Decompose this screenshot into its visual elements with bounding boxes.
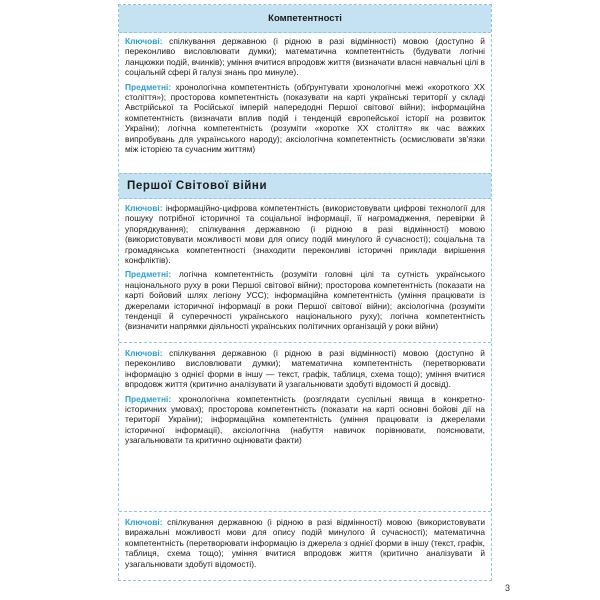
table-header xyxy=(119,5,491,33)
key-competencies xyxy=(125,517,485,569)
key-text: спілкування державною (і рідною в разі відмінності) мовою (доступно й переконливо висловлювати думки); математична компетентність (перетворювати інформацію з однієї форми в іншу — текст, графік, таблиця, схема тощо); уміння вчитися впродовж життя (критично аналізувати й узагальнювати здобуті відомості й досвід). xyxy=(125,348,485,390)
competency-cell xyxy=(125,203,485,336)
key-text: інформаційно-цифрова компетентність (використовувати цифрові технології для пошуку потрібної історичної та соціальної інформації, її нагромадження, перевірки й упорядкування); спілкування державною (і рідною в разі відмінності) мовою (використовувати можливості мови для опису подій минулого й сучасності); соціальна та громадянська компетентності (знаходити переконливі історичні приклади вирішення конфліктів). xyxy=(125,203,485,266)
section-title: Першої Світової війни xyxy=(127,180,268,192)
subject-text: хронологічна компетентність (розглядати суспільні явища в конкретно-історичних умовах); просторова компетентність (показати на карті основні бойові дії на території України); інформаційна компетентність (уміння працювати із джерелами історичної інформації), аксіологічна (набуття навичок порівнювати, пояснювати, узагальнювати та критично оцінювати факти) xyxy=(125,393,486,446)
competencies-table xyxy=(118,4,492,581)
competency-cell xyxy=(125,348,485,450)
subject-label: Предметні: xyxy=(125,269,172,280)
subject-label: Предметні: xyxy=(125,393,172,404)
subject-text: логічна компетентність (розуміти головні цілі та сутність українського національного руху в роки Першої світової війни); просторова компетентність (показати на карті бойовий шлях легіону УСС); інформаційна компетентність (уміння працювати із джерелами історичної інформації в роки Першої світової війни); аксіологічна (розуміти тенденції й суперечності українського національного руху); логічна компетентність (визначити напрямки діяльності українських політичних організацій у роки війни) xyxy=(125,269,485,332)
subject-label: Предметні: xyxy=(125,81,172,92)
page-number: 3 xyxy=(505,583,511,593)
row-divider xyxy=(119,342,491,343)
competency-cell xyxy=(125,36,485,158)
row-divider xyxy=(119,511,491,512)
key-label: Ключові: xyxy=(125,517,163,527)
subject-competencies xyxy=(125,82,485,155)
key-label: Ключові: xyxy=(125,203,163,213)
key-label: Ключові: xyxy=(125,348,163,358)
section-title-band xyxy=(119,173,491,199)
key-competencies xyxy=(125,203,485,265)
subject-text: хронологічна компетентність (обґрунтувати хронологічні межі «короткого XX століття»); просторова компетентність (показувати на карті українські території у складі Австрійської та Російської імперій напередодні Першої світової війни); інформаційна компетентність (визначати вплив подій і тенденцій європейської історії на розвиток України); логічна компетентність (розуміти «коротке XX століття» як час важких випробувань для українського народу); аксіологічна компетентність (осмислювати зв'язки між історією та сучасним життям) xyxy=(125,81,486,155)
key-competencies xyxy=(125,348,485,390)
subject-competencies xyxy=(125,394,485,446)
table-header-text: Компетентності xyxy=(268,13,342,24)
key-competencies xyxy=(125,36,485,78)
key-text: спілкування державною (і рідною в разі відмінності) мовою (доступно й переконливо висловлювати думки); математична компетентність (будувати логічні ланцюжки подій, вчинків); уміння вчитися впродовж життя (визначати власні навчальні цілі в соціальній сфері й галузі знань про минуле). xyxy=(125,36,485,78)
competency-cell xyxy=(125,517,485,573)
key-label: Ключові: xyxy=(125,36,163,46)
subject-competencies xyxy=(125,269,485,331)
key-text: спілкування державною (і рідною в разі відмінності) мовою (використовувати виражальні можливості мови для опису подій минулого й сучасності); математична компетентність (перетворювати інформацію із джерела з однієї форми в іншу (текст, графік, таблиця, схема тощо); уміння вчитися впродовж життя (критично аналізувати й узагальнювати здобуті відомості). xyxy=(125,517,486,569)
